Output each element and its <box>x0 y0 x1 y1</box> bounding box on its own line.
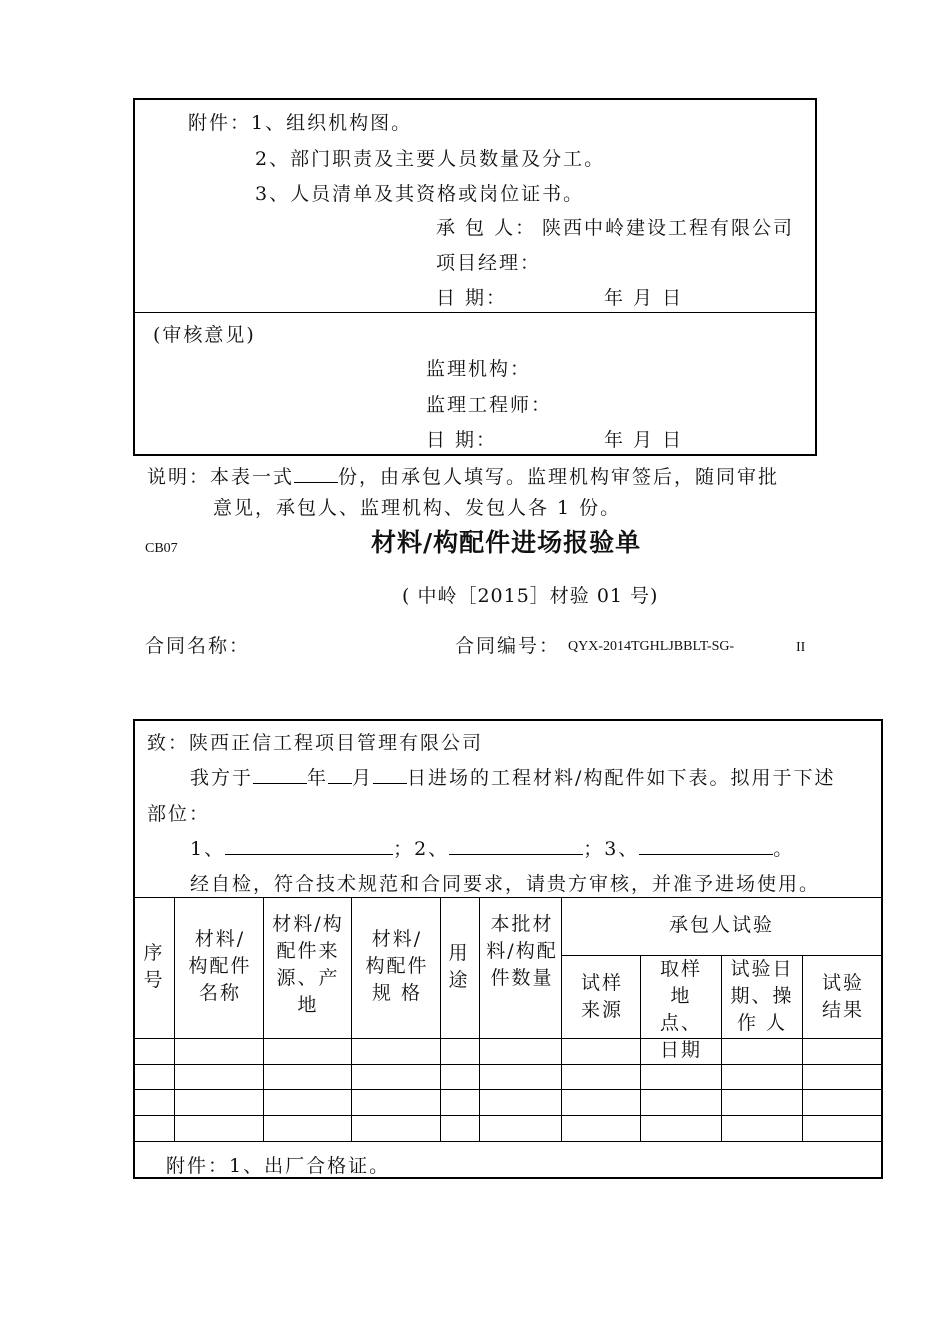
col-header-qty: 本批材料/构配件数量 <box>486 913 558 989</box>
attachment-line: 附件：1、出厂合格证。 <box>166 1155 391 1177</box>
date-label: 日 期： <box>436 287 508 309</box>
note-line-1 <box>147 462 779 489</box>
intro-rest: 日进场的工程材料/构配件如下表。拟用于下述 <box>407 767 836 789</box>
month-blank <box>328 765 352 784</box>
note-rest: 份，由承包人填写。监理机构审签后，随同审批 <box>338 466 780 488</box>
row-line-3 <box>134 1115 882 1116</box>
col-header-test-date: 试验日期、操作 人 <box>730 958 794 1034</box>
position-2-blank <box>449 836 583 855</box>
col-line-3 <box>351 897 352 1141</box>
date2-label: 日 期： <box>426 429 498 451</box>
col-header-source: 材料/构配件来源、产地 <box>272 913 344 1016</box>
col-line-2 <box>263 897 264 1141</box>
contract-name-label: 合同名称： <box>145 635 251 657</box>
row-line-2 <box>134 1089 882 1090</box>
col-line-1 <box>174 897 175 1141</box>
col-header-name: 材料/构配件名称 <box>188 928 252 1004</box>
attachments-line-3: 3、人员清单及其资格或岗位证书。 <box>255 183 585 205</box>
date-ymd: 年 月 日 <box>604 287 684 309</box>
header-bottom-line <box>134 1038 882 1039</box>
intro-prefix: 我方于 <box>190 767 254 789</box>
review-opinion-label: (审核意见) <box>153 324 256 346</box>
position-3-label: ；3、 <box>583 838 640 860</box>
col-header-location-date: 取样地点、日期 <box>659 958 702 1061</box>
year-label: 年 <box>307 767 329 789</box>
attachments-line-1: 附件：1、组织机构图。 <box>188 112 413 134</box>
col-line-5 <box>479 897 480 1141</box>
contractor-label: 承 包 人： <box>436 217 537 239</box>
position-2-label: ；2、 <box>393 838 450 860</box>
position-1-blank <box>225 836 393 855</box>
table-top-line <box>134 897 882 898</box>
position-3-blank <box>639 836 773 855</box>
addressee-line: 致：陕西正信工程项目管理有限公司 <box>147 732 484 754</box>
row-line-1 <box>134 1064 882 1065</box>
supervisor-org-label: 监理机构： <box>426 358 532 380</box>
top-form-divider <box>134 312 816 313</box>
intro-line <box>190 763 835 790</box>
attachments-line-2: 2、部门职责及主要人员数量及分工。 <box>255 148 606 170</box>
table-bottom-line <box>134 1141 882 1142</box>
form-title: 材料/构配件进场报验单 <box>371 528 642 557</box>
col-header-result: 试验结果 <box>821 972 864 1021</box>
day-blank <box>373 765 407 784</box>
contract-no-label: 合同编号： <box>455 635 561 657</box>
col-line-7 <box>640 955 641 1141</box>
contract-no-value: QYX-2014TGHLJBBLT-SG- <box>568 639 735 654</box>
col-header-sample-source: 试样来源 <box>580 972 623 1021</box>
col-header-spec: 材料/构配件规 格 <box>365 928 429 1004</box>
self-check-line: 经自检，符合技术规范和合同要求，请贵方审核，并准予进场使用。 <box>190 873 821 895</box>
contractor-value: 陕西中岭建设工程有限公司 <box>542 217 795 239</box>
col-line-9 <box>802 955 803 1141</box>
date2-ymd: 年 月 日 <box>604 429 684 451</box>
col-line-4 <box>440 897 441 1141</box>
position-label: 部位： <box>147 803 211 825</box>
col-header-test-group: 承包人试验 <box>668 914 774 936</box>
supervisor-engineer-label: 监理工程师： <box>426 394 553 416</box>
form-number: ( 中岭［2015］材验 01 号) <box>402 585 659 607</box>
copies-blank <box>294 464 338 483</box>
col-header-seq: 序号 <box>143 942 165 991</box>
contract-no-suffix: II <box>796 640 806 655</box>
positions-line <box>190 834 794 861</box>
note-prefix: 说明：本表一式 <box>147 466 295 488</box>
col-line-8 <box>721 955 722 1141</box>
position-end: 。 <box>773 838 795 860</box>
year-blank <box>253 765 307 784</box>
month-label: 月 <box>352 767 374 789</box>
position-1-label: 1、 <box>190 838 226 860</box>
col-header-use: 用途 <box>448 942 470 991</box>
note-line-2: 意见，承包人、监理机构、发包人各 1 份。 <box>213 497 622 519</box>
project-manager-label: 项目经理： <box>436 252 542 274</box>
form-code: CB07 <box>145 541 178 556</box>
